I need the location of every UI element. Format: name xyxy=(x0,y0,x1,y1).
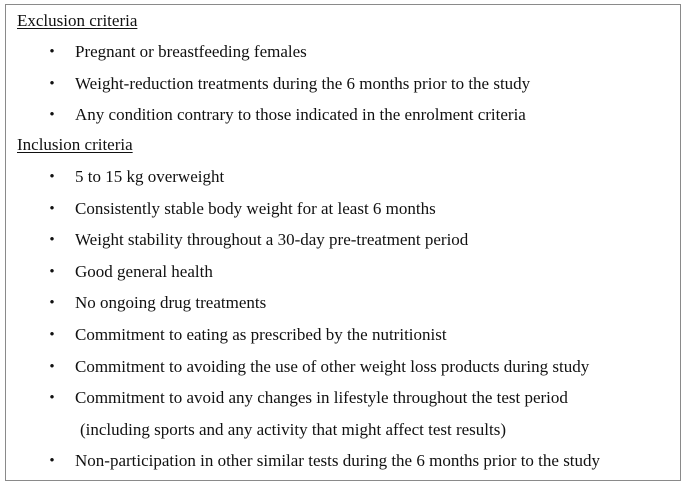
exclusion-item-text: Any condition contrary to those indicated in the enrolment criteria xyxy=(75,105,526,124)
inclusion-item-continuation: (including sports and any activity that might affect test results) xyxy=(80,420,507,439)
exclusion-item-text: Pregnant or breastfeeding females xyxy=(75,42,307,61)
bullet-icon: • xyxy=(49,107,55,123)
bullet-icon: • xyxy=(49,232,55,248)
bullet-icon: • xyxy=(49,359,55,375)
exclusion-heading: Exclusion criteria xyxy=(17,11,138,30)
inclusion-heading: Inclusion criteria xyxy=(17,135,133,154)
bullet-icon: • xyxy=(49,169,55,185)
bullet-icon: • xyxy=(49,44,55,60)
inclusion-item-text: Weight stability throughout a 30-day pre-treatment period xyxy=(75,230,469,249)
inclusion-item-text: 5 to 15 kg overweight xyxy=(75,167,225,186)
bullet-icon: • xyxy=(49,327,55,343)
bullet-icon: • xyxy=(49,453,55,469)
inclusion-item-text: Non-participation in other similar tests during the 6 months prior to the study xyxy=(75,451,601,470)
exclusion-item-text: Weight-reduction treatments during the 6 months prior to the study xyxy=(75,74,531,93)
inclusion-item-text: Consistently stable body weight for at least 6 months xyxy=(75,199,436,218)
inclusion-item-text: No ongoing drug treatments xyxy=(75,293,267,312)
inclusion-item-text: Commitment to avoiding the use of other weight loss products during study xyxy=(75,357,590,376)
inclusion-item-text: Commitment to eating as prescribed by the nutritionist xyxy=(75,325,447,344)
bullet-icon: • xyxy=(49,390,55,406)
inclusion-item-text: Commitment to avoid any changes in lifestyle throughout the test period xyxy=(75,388,568,407)
bullet-icon: • xyxy=(49,295,55,311)
bullet-icon: • xyxy=(49,264,55,280)
bullet-icon: • xyxy=(49,76,55,92)
bullet-icon: • xyxy=(49,201,55,217)
inclusion-item-text: Good general health xyxy=(75,262,213,281)
